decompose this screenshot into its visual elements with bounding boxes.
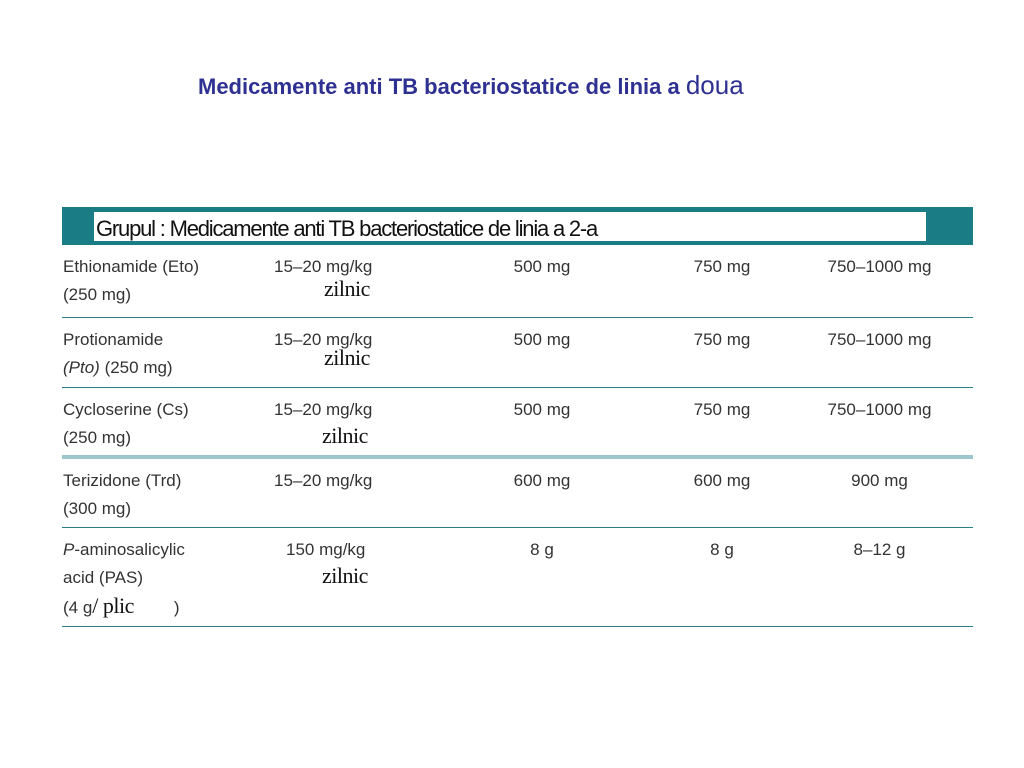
- handwritten-note: zilnic: [324, 276, 370, 301]
- dose-weight-band-3: 750–1000 mg: [827, 257, 932, 276]
- drug-name-prefix: P: [63, 540, 75, 559]
- handwritten-note: zilnic: [322, 563, 368, 588]
- handwritten-note: zilnic: [324, 345, 370, 370]
- drug-name-rest: -aminosalicylic: [74, 540, 185, 559]
- table-row: [62, 528, 973, 627]
- drug-name: Terizidone (Trd): [63, 471, 182, 490]
- dose-weight-band-3: 8–12 g: [853, 540, 906, 559]
- dose-weight-band-2: 750 mg: [693, 400, 751, 419]
- title-main: Medicamente anti TB bacteriostatice de linia a: [198, 74, 680, 99]
- table-row: [62, 318, 973, 388]
- table-row: [62, 245, 973, 318]
- drug-cell: [63, 536, 273, 622]
- handwritten-note-plic: / plic: [92, 593, 134, 618]
- drug-cell: [63, 467, 273, 523]
- table-header-bar: [62, 207, 973, 245]
- drug-strength: (300 mg): [63, 499, 132, 518]
- dose-weight-band-2: 600 mg: [693, 471, 751, 490]
- dose-weight-band-1: 500 mg: [513, 330, 571, 349]
- drug-abbrev: (Pto): [63, 358, 100, 377]
- dose-cell: 15–20 mg/kg: [274, 330, 373, 349]
- dose-cell: 15–20 mg/kg: [274, 400, 373, 419]
- drug-name-line2: acid (PAS): [63, 568, 143, 587]
- drug-name: Ethionamide (Eto): [63, 257, 200, 276]
- dosage-table: [62, 207, 973, 627]
- dose-weight-band-1: 500 mg: [513, 400, 571, 419]
- dose-weight-band-2: 8 g: [710, 540, 734, 559]
- dose-cell: 15–20 mg/kg: [274, 257, 373, 276]
- drug-name: Protionamide: [63, 330, 164, 349]
- drug-strength-rest: (250 mg): [99, 358, 173, 377]
- drug-strength-pre: (4 g: [63, 598, 93, 617]
- drug-strength-post: ): [173, 598, 180, 617]
- dose-weight-band-3: 750–1000 mg: [827, 330, 932, 349]
- drug-strength: (250 mg): [63, 428, 132, 447]
- dose-weight-band-2: 750 mg: [693, 330, 751, 349]
- drug-cell: [63, 253, 273, 309]
- drug-cell: [63, 396, 273, 452]
- dose-weight-band-2: 750 mg: [693, 257, 751, 276]
- drug-cell: [63, 326, 273, 382]
- drug-strength: (250 mg): [63, 285, 132, 304]
- dose-cell: 15–20 mg/kg: [274, 471, 373, 490]
- table-header-label: Grupul : Medicamente anti TB bacteriostatice de linia a 2-a: [94, 212, 926, 241]
- table-row: [62, 459, 973, 528]
- dose-weight-band-1: 500 mg: [513, 257, 571, 276]
- drug-name: [63, 536, 273, 564]
- dose-weight-band-1: 600 mg: [513, 471, 571, 490]
- drug-strength: [63, 592, 273, 622]
- drug-strength: [63, 354, 273, 382]
- dose-weight-band-1: 8 g: [530, 540, 554, 559]
- title-suffix: doua: [685, 70, 744, 100]
- dose-weight-band-3: 750–1000 mg: [827, 400, 932, 419]
- table-row: [62, 388, 973, 459]
- slide-title: [198, 70, 744, 101]
- dose-weight-band-3: 900 mg: [851, 471, 908, 490]
- handwritten-note: zilnic: [322, 423, 368, 448]
- drug-name: Cycloserine (Cs): [63, 400, 189, 419]
- dose-cell: 150 mg/kg: [286, 540, 366, 559]
